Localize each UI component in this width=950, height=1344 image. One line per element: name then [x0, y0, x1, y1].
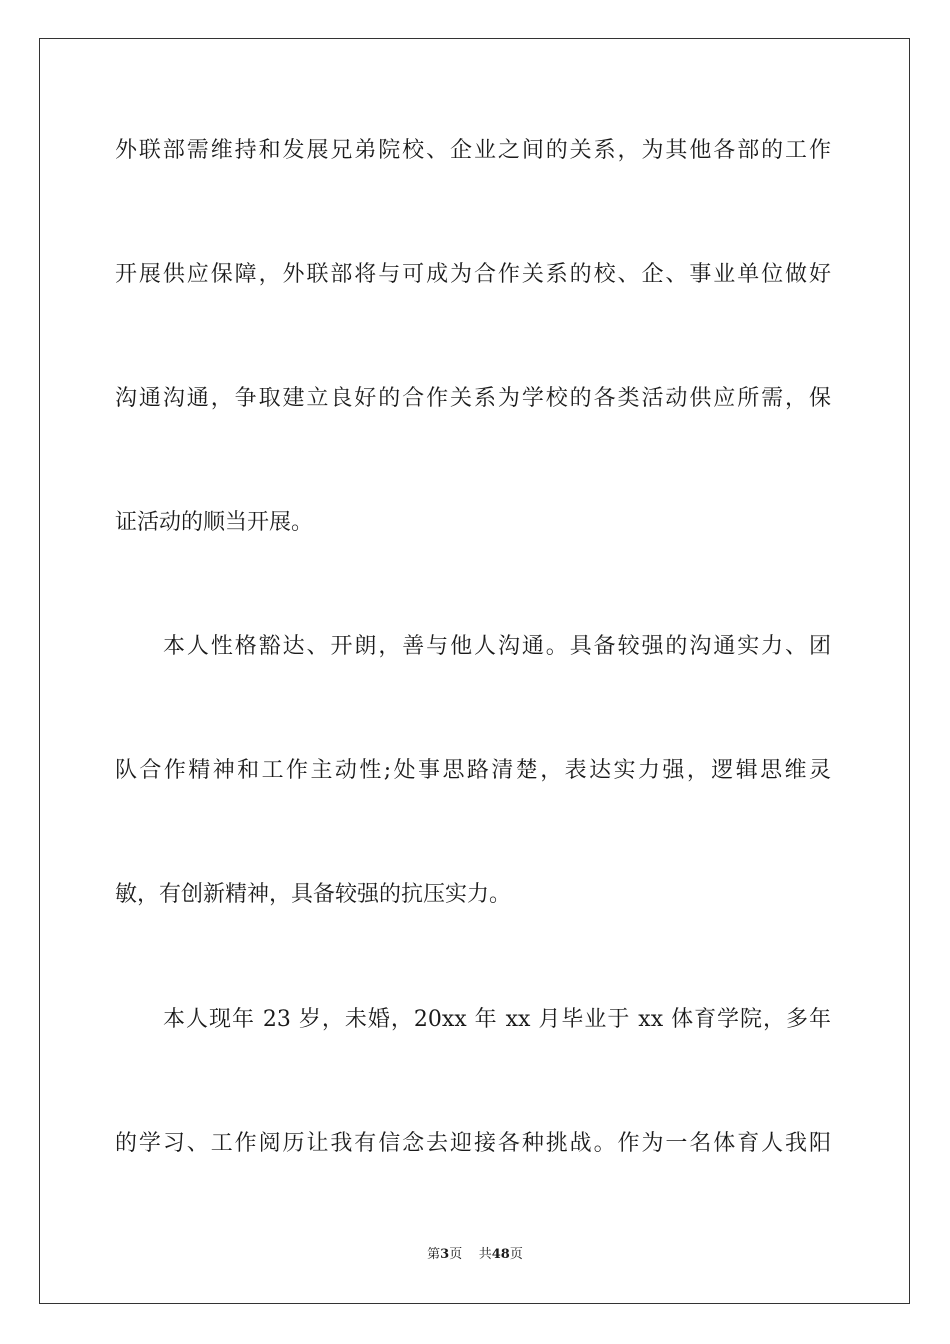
text-line-8: 本人现年 23 岁，未婚，20xx 年 xx 月毕业于 xx 体育学院，多年 [163, 1007, 831, 1032]
page-prefix: 第 [427, 1247, 441, 1262]
text-line-5: 本人性格豁达、开朗，善与他人沟通。具备较强的沟通实力、团 [163, 634, 831, 659]
page-frame [39, 38, 910, 1304]
text-line-7: 敏，有创新精神，具备较强的抗压实力。 [115, 882, 512, 907]
text-line-1: 外联部需维持和发展兄弟院校、企业之间的关系，为其他各部的工作 [115, 138, 831, 163]
page-suffix: 页 [449, 1247, 463, 1262]
text-line-3: 沟通沟通，争取建立良好的合作关系为学校的各类活动供应所需，保 [115, 386, 831, 411]
total-suffix: 页 [509, 1247, 523, 1262]
text-line-4: 证活动的顺当开展。 [115, 510, 314, 535]
total-pages: 48 [491, 1247, 510, 1262]
text-line-9: 的学习、工作阅历让我有信念去迎接各种挑战。作为一名体育人我阳 [115, 1131, 831, 1156]
page-number: 3 [440, 1247, 450, 1262]
page-footer [0, 1246, 950, 1264]
total-prefix: 共 [478, 1247, 492, 1262]
text-line-6: 队合作精神和工作主动性;处事思路清楚，表达实力强，逻辑思维灵 [115, 758, 831, 783]
text-line-2: 开展供应保障，外联部将与可成为合作关系的校、企、事业单位做好 [115, 262, 831, 287]
